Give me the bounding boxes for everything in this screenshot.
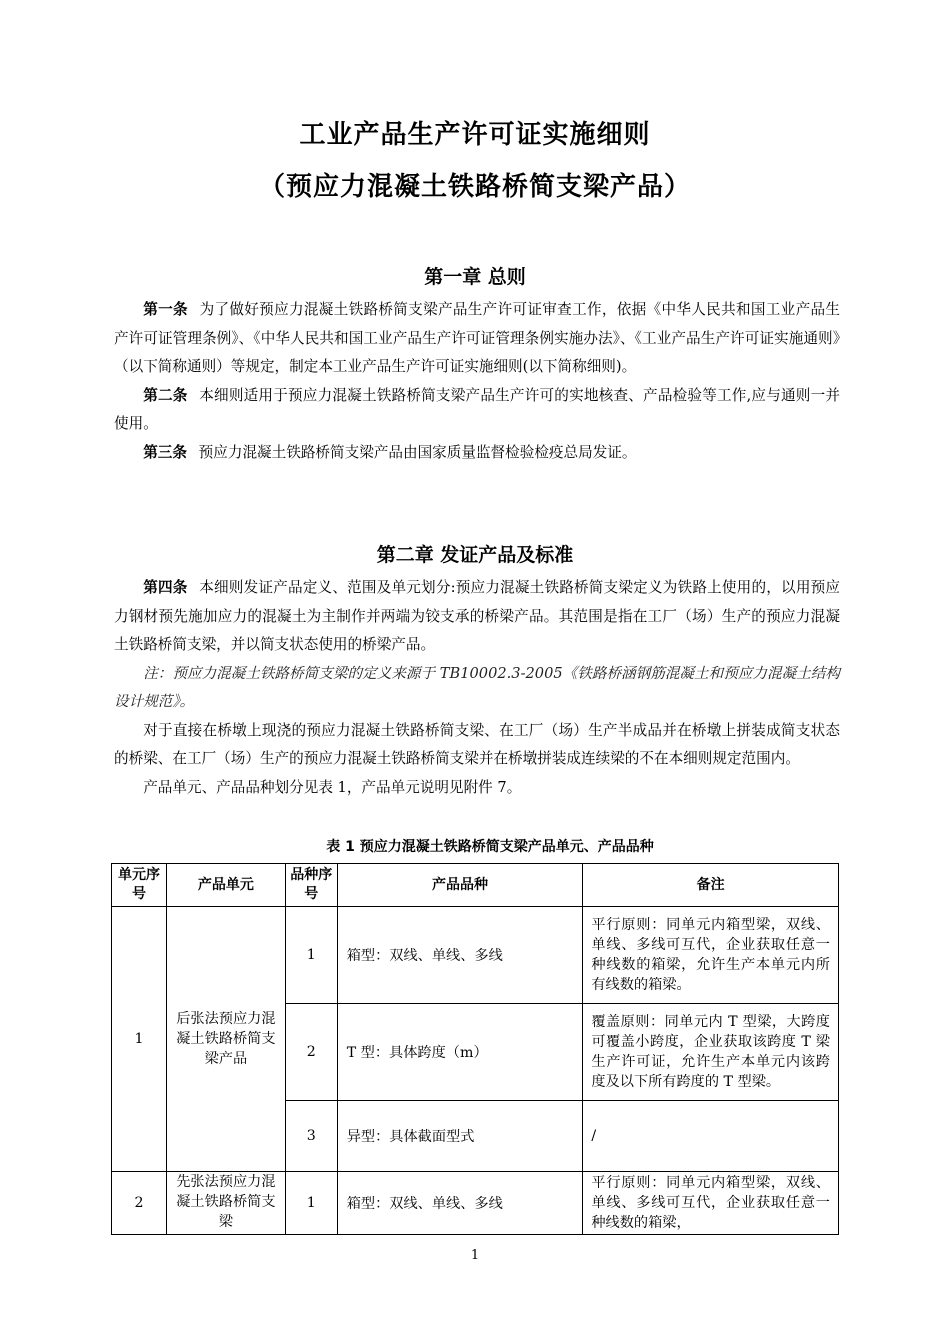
header-variety: 产品品种 xyxy=(337,864,583,907)
article-label: 第一条 xyxy=(143,301,188,318)
header-variety-no: 品种序号 xyxy=(285,864,337,907)
variety-no-cell: 1 xyxy=(285,1172,337,1235)
table-header-row xyxy=(112,864,839,907)
article-3 xyxy=(114,439,840,468)
product-unit-table xyxy=(111,863,839,1235)
table-row xyxy=(112,1172,839,1235)
article-label: 第四条 xyxy=(143,579,188,596)
article-text: 本细则发证产品定义、范围及单元划分:预应力混凝土铁路桥简支梁定义为铁路上使用的，以用预应力钢材预先施加应力的混凝土为主制作并两端为铰支承的桥梁产品。其范围是指在工厂（场）生产的预应力混凝土铁路桥简支梁，并以简支状态使用的桥梁产品。 xyxy=(114,579,840,653)
variety-cell: T 型：具体跨度（m） xyxy=(337,1004,583,1101)
table-caption: 表 1 预应力混凝土铁路桥简支梁产品单元、产品品种 xyxy=(326,839,654,855)
unit-name-cell: 后张法预应力混凝土铁路桥简支梁产品 xyxy=(166,907,285,1172)
unit-name-cell xyxy=(166,1172,285,1235)
remark-cell: / xyxy=(583,1101,839,1172)
remark-cell: 平行原则：同单元内箱型梁，双线、单线、多线可互代，企业获取任意一种线数的箱梁，允许生产本单元内所有线数的箱梁。 xyxy=(583,907,839,1004)
header-remark: 备注 xyxy=(583,864,839,907)
definition-note: 注：预应力混凝土铁路桥简支梁的定义来源于 TB10002.3-2005《铁路桥涵钢筋混凝土和预应力混凝土结构设计规范》。 xyxy=(114,664,840,710)
header-unit-no: 单元序号 xyxy=(112,864,167,907)
page-number: 1 xyxy=(470,1248,480,1263)
variety-no-cell: 3 xyxy=(285,1101,337,1172)
variety-cell: 箱型：双线、单线、多线 xyxy=(337,1172,583,1235)
variety-no-cell: 2 xyxy=(285,1004,337,1101)
scope-exclusion-paragraph: 对于直接在桥墩上现浇的预应力混凝土铁路桥简支梁、在工厂（场）生产半成品并在桥墩上拼装成简支状态的桥梁、在工厂（场）生产的预应力混凝土铁路桥简支梁并在桥墩拼装成连续梁的不在本细则规定范围内。 xyxy=(114,721,840,767)
article-label: 第三条 xyxy=(143,443,187,461)
article-2 xyxy=(114,382,840,439)
chapter-1-heading: 第一章 总则 xyxy=(424,266,526,288)
document-title: 工业产品生产许可证实施细则 xyxy=(299,120,651,150)
article-1 xyxy=(114,296,840,382)
chapter-2-body xyxy=(114,574,840,802)
table-reference-paragraph: 产品单元、产品品种划分见表 1，产品单元说明见附件 7。 xyxy=(143,778,522,796)
unit-no-cell: 2 xyxy=(112,1172,167,1235)
unit-name-text: 先张法预应力混凝土铁路桥简支梁 xyxy=(176,1174,276,1228)
table-row xyxy=(112,907,839,1004)
unit-no-cell: 1 xyxy=(112,907,167,1172)
article-text: 本细则适用于预应力混凝土铁路桥简支梁产品生产许可的实地核查、产品检验等工作,应与通则一并使用。 xyxy=(114,386,840,432)
article-text: 为了做好预应力混凝土铁路桥简支梁产品生产许可证审查工作，依据《中华人民共和国工业产品生产许可证管理条例》、《中华人民共和国工业产品生产许可证管理条例实施办法》、《工业产品生产许可证实施通则》（以下简称通则）等规定，制定本工业产品生产许可证实施细则(以下简称细则)。 xyxy=(114,301,840,375)
chapter-2-heading: 第二章 发证产品及标准 xyxy=(376,544,574,566)
variety-cell: 异型：具体截面型式 xyxy=(337,1101,583,1172)
article-4 xyxy=(114,574,840,660)
remark-cell: 平行原则：同单元内箱型梁，双线、单线、多线可互代，企业获取任意一种线数的箱梁， xyxy=(583,1172,839,1235)
variety-no-cell: 1 xyxy=(285,907,337,1004)
article-text: 预应力混凝土铁路桥简支梁产品由国家质量监督检验检疫总局发证。 xyxy=(198,443,637,461)
article-label: 第二条 xyxy=(143,386,188,404)
document-subtitle: （预应力混凝土铁路桥简支梁产品） xyxy=(258,172,691,202)
remark-cell: 覆盖原则：同单元内 T 型梁，大跨度可覆盖小跨度，企业获取该跨度 T 梁生产许可证，允许生产本单元内该跨度及以下所有跨度的 T 型梁。 xyxy=(583,1004,839,1101)
chapter-1-body xyxy=(114,296,840,467)
variety-cell: 箱型：双线、单线、多线 xyxy=(337,907,583,1004)
header-unit-name: 产品单元 xyxy=(166,864,285,907)
